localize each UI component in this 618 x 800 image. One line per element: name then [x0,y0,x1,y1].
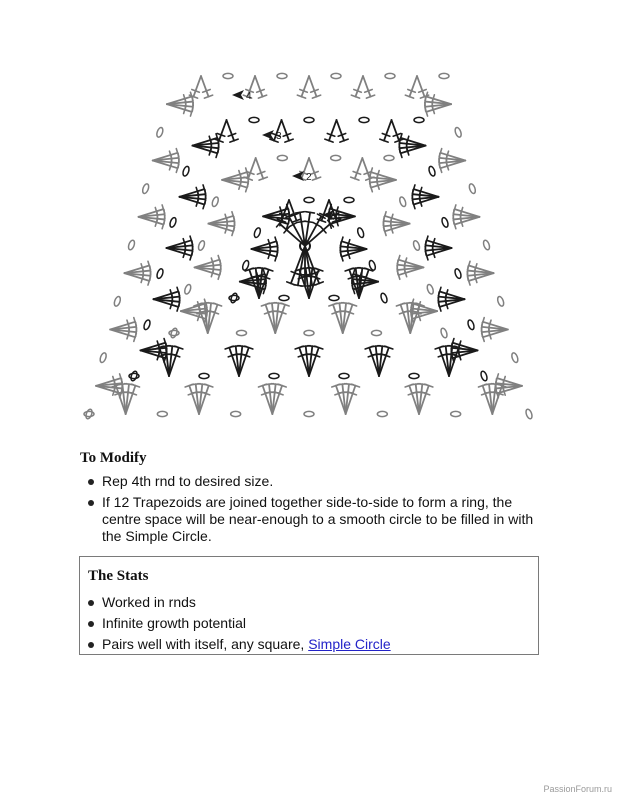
chain-stitch [304,330,314,335]
stitch-stroke [227,120,235,141]
chain-stitch [409,373,419,378]
chain-stitch [454,268,462,279]
chain-stitch [277,155,287,160]
chain-stitch [277,73,287,78]
chain-stitch [525,408,533,419]
stitch-stroke [193,76,201,97]
stitch-stroke [268,251,270,259]
stitch-stroke [445,290,447,298]
stitch-stroke [355,158,363,179]
stitch-stroke [305,224,331,246]
chain-stitch [223,73,233,78]
chain-stitch [156,127,164,138]
chain-stitch [143,319,151,330]
to-modify-list [80,473,540,549]
list-item: If 12 Trapezoids are joined together side-to-side to form a ring, the centre space will be near-enough to a smooth circle to be filled in with the Simple Circle. [80,494,540,545]
chain-stitch [439,73,449,78]
stitch-stroke [248,158,256,179]
stats-box [79,556,539,655]
stitch-stroke [157,352,159,360]
stitch-stroke [127,331,129,339]
stitch-stroke [256,158,264,179]
stitch-stroke [460,207,462,215]
list-item: Worked in rnds [80,594,530,611]
stitch-stroke [296,212,305,213]
bullet-icon [88,479,94,485]
stitch-stroke [362,158,370,179]
chain-stitch [170,327,178,338]
stitch-stroke [211,269,213,277]
stitch-stroke [363,76,371,97]
chain-stitch [249,117,259,122]
stitch-stroke [239,182,241,190]
stitch-stroke [337,120,345,141]
chain-stitch [468,183,476,194]
stitch-stroke [417,76,425,97]
stitch-stroke [347,240,349,248]
stats-list [80,594,530,657]
stitch-stroke [301,76,309,97]
round-number: 3 [276,131,282,142]
stitch-stroke [255,76,263,97]
stitch-stroke [419,187,421,195]
chain-stitch [157,411,167,416]
stats-heading: The Stats [88,568,149,584]
stitch-stroke [446,151,448,159]
chain-stitch [279,295,289,300]
chain-stitch [372,330,382,335]
stitch-stroke [384,120,392,141]
chain-stitch [385,73,395,78]
chain-stitch [412,240,420,251]
round-start-arrow-icon [232,90,244,100]
chain-stitch [142,183,150,194]
chain-stitch [377,411,387,416]
chain-stitch [451,411,461,416]
stitch-stroke [329,120,337,141]
stitch-stroke [183,250,185,258]
chain-stitch [127,239,135,250]
chain-stitch [329,295,339,300]
stitch-stroke [184,106,186,114]
stitch-stroke [209,147,211,155]
chain-stitch [169,217,177,228]
watermark: PassionForum.ru [543,784,612,794]
chain-stitch [344,197,354,202]
chain-stitch [184,284,192,295]
stitch-stroke [432,95,434,103]
chain-stitch [197,240,205,251]
round-number: 2 [306,172,312,183]
stitch-stroke [406,136,408,144]
chain-stitch [253,227,261,238]
to-modify-heading: To Modify [80,450,147,466]
chain-stitch [414,117,424,122]
bullet-icon [88,500,94,506]
round-number: 1 [336,211,342,222]
chain-stitch [441,217,449,228]
chain-stitch [339,373,349,378]
chain-stitch [304,411,314,416]
stitch-stroke [503,376,505,384]
stitch-stroke [391,214,393,222]
stitch-stroke [169,162,171,170]
chain-stitch [497,296,505,307]
round-number: 4 [246,91,252,102]
chain-stitch [211,196,219,207]
stitch-stroke [409,76,417,97]
stitch-stroke [201,76,209,97]
stitch-stroke [404,258,406,266]
stitch-stroke [225,225,227,233]
chain-stitch [426,284,434,295]
chain-stitch [113,296,121,307]
bullet-icon [88,621,94,627]
stitch-stroke [155,219,157,227]
chain-stitch [399,196,407,207]
list-item: Rep 4th rnd to desired size. [80,473,540,490]
bullet-icon [88,642,94,648]
stitch-stroke [377,171,379,179]
chain-stitch [454,127,462,138]
chain-stitch [440,327,448,338]
stitch-stroke [282,120,290,141]
chain-stitch [357,227,365,238]
chain-stitch [359,117,369,122]
round-start-arrow-icon [262,130,274,140]
stitch-stroke [141,275,143,283]
chain-stitch [384,155,394,160]
stitch-stroke [298,246,305,285]
chain-stitch [182,166,190,177]
stitch-stroke [196,199,198,207]
chain-stitch [99,352,107,363]
stitch-stroke [432,239,434,247]
chain-stitch [331,73,341,78]
chain-stitch [231,411,241,416]
chain-stitch [304,117,314,122]
stitch-stroke [355,76,363,97]
chain-stitch [85,408,93,419]
chain-stitch [237,330,247,335]
stitch-stroke [306,212,315,213]
chain-stitch [230,292,238,303]
stitch-stroke [113,388,115,396]
chain-stitch [156,268,164,279]
chain-stitch [511,352,519,363]
chain-stitch [304,197,314,202]
list-item: Pairs well with itself, any square, Simple Circle [80,636,530,653]
stitch-stroke [392,120,400,141]
stitch-stroke [219,120,227,141]
stitch-stroke [309,76,317,97]
chain-stitch [467,319,475,330]
chain-stitch [130,370,138,381]
chain-stitch [269,373,279,378]
stitch-stroke [489,320,491,328]
stitch-stroke [418,302,420,310]
chain-stitch [480,370,488,381]
stitch-stroke [279,224,305,246]
list-item: Infinite growth potential [80,615,530,632]
chain-stitch [331,155,341,160]
chain-stitch [482,239,490,250]
simple-circle-link[interactable]: Simple Circle [308,636,391,652]
stitch-stroke [305,221,313,222]
chain-stitch [380,292,388,303]
chain-stitch [428,166,436,177]
stitch-stroke [475,264,477,272]
chain-stitch [199,373,209,378]
stitch-stroke [170,301,172,309]
bullet-icon [88,600,94,606]
